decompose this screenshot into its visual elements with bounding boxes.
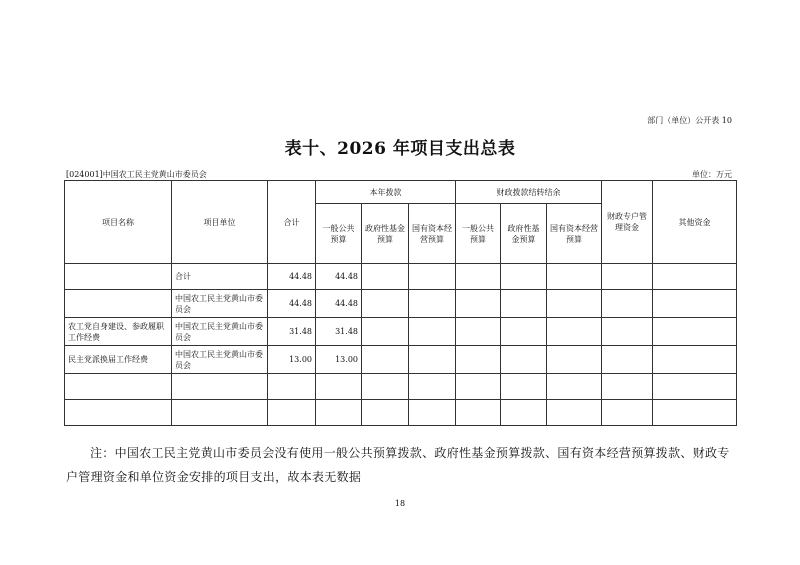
cell-project-unit bbox=[172, 400, 268, 426]
header-co-state: 国有资本经营预算 bbox=[547, 204, 602, 264]
header-cy-general: 一般公共预算 bbox=[316, 204, 362, 264]
cell-total bbox=[268, 400, 316, 426]
unit-label: 单位：万元 bbox=[692, 170, 732, 179]
cell-cy-general bbox=[316, 400, 362, 426]
table-row bbox=[65, 264, 737, 290]
header-current-year-group: 本年拨款 bbox=[316, 181, 456, 204]
header-carryover-group: 财政拨款结转结余 bbox=[456, 181, 602, 204]
cell-project-name bbox=[65, 290, 172, 318]
header-co-general: 一般公共预算 bbox=[456, 204, 501, 264]
cell-project-name bbox=[65, 400, 172, 426]
table-row bbox=[65, 374, 737, 400]
cell-cy-general: 44.48 bbox=[316, 290, 362, 318]
cell-project-unit: 中国农工民主党黄山市委员会 bbox=[172, 290, 268, 318]
header-cy-state: 国有资本经营预算 bbox=[409, 204, 456, 264]
header-total: 合计 bbox=[268, 181, 316, 264]
table-row bbox=[65, 346, 737, 374]
page-title: 表十、2026 年项目支出总表 bbox=[284, 139, 516, 159]
header-other: 其他资金 bbox=[653, 181, 737, 264]
header-cy-fund: 政府性基金预算 bbox=[362, 204, 409, 264]
table-row bbox=[65, 290, 737, 318]
cell-project-name bbox=[65, 374, 172, 400]
table-row bbox=[65, 400, 737, 426]
cell-total: 44.48 bbox=[268, 264, 316, 290]
cell-total: 13.00 bbox=[268, 346, 316, 374]
cell-total: 44.48 bbox=[268, 290, 316, 318]
cell-cy-general: 44.48 bbox=[316, 264, 362, 290]
footnote: 注：中国农工民主党黄山市委员会没有使用一般公共预算拨款、政府性基金预算拨款、国有资本经营预算拨款、财政专户管理资金和单位资金安排的项目支出，故本表无数据 bbox=[66, 446, 730, 484]
cell-total bbox=[268, 374, 316, 400]
header-fiscal-special: 财政专户管理资金 bbox=[602, 181, 653, 264]
cell-project-name: 民主党派换届工作经费 bbox=[65, 346, 172, 374]
project-expenditure-table bbox=[64, 180, 737, 426]
cell-cy-general: 31.48 bbox=[316, 318, 362, 346]
cell-project-name bbox=[65, 264, 172, 290]
header-project-name: 项目名称 bbox=[65, 181, 172, 264]
cell-cy-general bbox=[316, 374, 362, 400]
organization-label: [024001]中国农工民主党黄山市委员会 bbox=[66, 170, 207, 179]
cell-project-name: 农工党自身建设、参政履职工作经费 bbox=[65, 318, 172, 346]
page-number: 18 bbox=[394, 499, 406, 508]
cell-project-unit: 合计 bbox=[172, 264, 268, 290]
cell-project-unit bbox=[172, 374, 268, 400]
cell-total: 31.48 bbox=[268, 318, 316, 346]
header-co-fund: 政府性基金预算 bbox=[501, 204, 547, 264]
cell-project-unit: 中国农工民主党黄山市委员会 bbox=[172, 346, 268, 374]
document-id-label: 部门（单位）公开表 10 bbox=[647, 116, 732, 125]
table-row bbox=[65, 318, 737, 346]
cell-project-unit: 中国农工民主党黄山市委员会 bbox=[172, 318, 268, 346]
cell-cy-general: 13.00 bbox=[316, 346, 362, 374]
header-project-unit: 项目单位 bbox=[172, 181, 268, 264]
